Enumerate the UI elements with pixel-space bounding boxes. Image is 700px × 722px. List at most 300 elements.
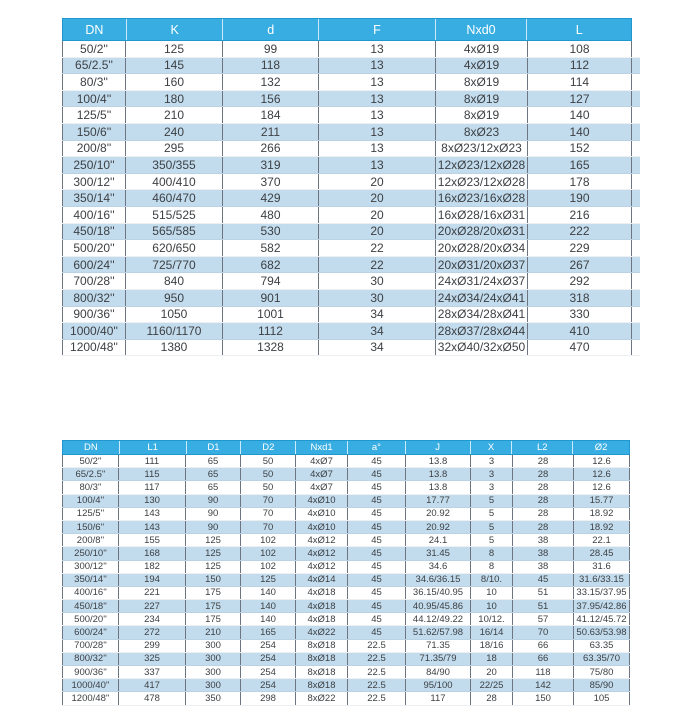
table-cell: 22.5 bbox=[347, 692, 405, 704]
table-cell: 63.35 bbox=[573, 640, 630, 652]
table-cell: 90 bbox=[185, 495, 240, 507]
column-header-1: L1 bbox=[119, 441, 186, 454]
table-cell: 8xØ19 bbox=[435, 74, 527, 90]
table-cell: 115 bbox=[118, 468, 185, 480]
table-cell: 4xØ12 bbox=[295, 547, 347, 559]
table-cell: 5 bbox=[470, 508, 512, 520]
table-cell: 45 bbox=[347, 561, 405, 573]
table-cell: 45 bbox=[347, 481, 405, 493]
table-cell: 300 bbox=[185, 640, 240, 652]
column-header-6: J bbox=[405, 441, 470, 454]
table-cell: 22.5 bbox=[347, 653, 405, 665]
table-row bbox=[62, 340, 640, 357]
table-cell: 16/14 bbox=[470, 626, 512, 638]
table-cell: 4xØ10 bbox=[295, 508, 347, 520]
table-cell: 22/25 bbox=[470, 679, 512, 691]
table-cell: 319 bbox=[222, 157, 318, 173]
table-cell: 20 bbox=[318, 174, 435, 190]
table-cell: 4xØ18 bbox=[295, 613, 347, 625]
table-row bbox=[62, 679, 630, 692]
table-row bbox=[62, 613, 630, 626]
table-cell: 152 bbox=[527, 141, 632, 157]
table-row bbox=[62, 290, 640, 307]
table-cell: 132 bbox=[222, 74, 318, 90]
column-header-4: Nxd1 bbox=[295, 441, 347, 454]
table-cell: 400/16'' bbox=[62, 587, 118, 599]
table-cell: 125/5'' bbox=[62, 508, 118, 520]
column-header-9: Ø2 bbox=[572, 441, 629, 454]
table-cell: 15.77 bbox=[573, 495, 630, 507]
table-cell: 700/28'' bbox=[62, 273, 125, 289]
table-cell: 210 bbox=[185, 626, 240, 638]
table-cell: 337 bbox=[118, 666, 185, 678]
table-cell: 28xØ34/28xØ41 bbox=[435, 307, 527, 323]
table-cell: 41.12/45.72 bbox=[573, 613, 630, 625]
table-cell: 12xØ23/12xØ28 bbox=[435, 157, 527, 173]
table-cell: 13 bbox=[318, 157, 435, 173]
table-cell: 150/6'' bbox=[62, 124, 125, 140]
table-cell: 20.92 bbox=[405, 521, 470, 533]
table-cell: 229 bbox=[527, 240, 632, 256]
table-cell: 500/20'' bbox=[62, 613, 118, 625]
table-row bbox=[62, 240, 640, 257]
column-header-8: L2 bbox=[511, 441, 572, 454]
table-row bbox=[62, 157, 640, 174]
table-row bbox=[62, 587, 630, 600]
table-cell: 16xØ23/16xØ28 bbox=[435, 190, 527, 206]
table-cell: 175 bbox=[185, 613, 240, 625]
table-cell: 22.1 bbox=[573, 534, 630, 546]
column-header-5: L bbox=[526, 19, 631, 40]
table-cell: 70 bbox=[240, 495, 295, 507]
table-cell: 4xØ12 bbox=[295, 534, 347, 546]
table-cell: 8 bbox=[470, 547, 512, 559]
table-cell: 13.8 bbox=[405, 455, 470, 467]
table-cell: 168 bbox=[118, 547, 185, 559]
table-cell: 300/12'' bbox=[62, 561, 118, 573]
table-row bbox=[62, 508, 630, 521]
table-cell: 90 bbox=[185, 508, 240, 520]
table-cell: 200/8'' bbox=[62, 141, 125, 157]
table-cell: 4xØ12 bbox=[295, 561, 347, 573]
table-cell: 5 bbox=[470, 521, 512, 533]
table-cell: 102 bbox=[240, 561, 295, 573]
table-cell: 250/10'' bbox=[62, 547, 118, 559]
table-cell: 100/4'' bbox=[62, 495, 118, 507]
table-cell: 66 bbox=[512, 640, 573, 652]
column-header-3: D2 bbox=[240, 441, 295, 454]
table-cell: 28xØ37/28xØ44 bbox=[435, 323, 527, 339]
table-cell: 478 bbox=[118, 692, 185, 704]
table-cell: 8 bbox=[470, 561, 512, 573]
flange-dimensions-table-bottom bbox=[62, 440, 630, 706]
table-cell: 500/20'' bbox=[62, 240, 125, 256]
table-cell: 36.15/40.95 bbox=[405, 587, 470, 599]
table-cell: 5 bbox=[470, 534, 512, 546]
table-cell: 111 bbox=[118, 455, 185, 467]
table-cell: 194 bbox=[118, 574, 185, 586]
table-cell: 13 bbox=[318, 41, 435, 57]
table-cell: 254 bbox=[240, 653, 295, 665]
table-cell: 22.5 bbox=[347, 679, 405, 691]
table-cell: 150 bbox=[185, 574, 240, 586]
table-cell: 38 bbox=[512, 547, 573, 559]
table-cell: 45 bbox=[347, 547, 405, 559]
table-cell: 65 bbox=[185, 468, 240, 480]
table-cell: 350/14'' bbox=[62, 574, 118, 586]
table-cell: 44.12/49.22 bbox=[405, 613, 470, 625]
table-cell: 90 bbox=[185, 521, 240, 533]
table-cell: 40.95/45.86 bbox=[405, 600, 470, 612]
table-cell: 1112 bbox=[222, 323, 318, 339]
table-cell: 32xØ40/32xØ50 bbox=[435, 340, 527, 356]
table-cell: 38 bbox=[512, 534, 573, 546]
table-cell: 156 bbox=[222, 91, 318, 107]
table-cell: 22.5 bbox=[347, 666, 405, 678]
table-row bbox=[62, 323, 640, 340]
table-cell: 450/18'' bbox=[62, 224, 125, 240]
table-cell: 17.77 bbox=[405, 495, 470, 507]
table-cell: 20xØ28/20xØ31 bbox=[435, 224, 527, 240]
table-cell: 114 bbox=[527, 74, 632, 90]
table-cell: 240 bbox=[125, 124, 222, 140]
table-cell: 50/2'' bbox=[62, 455, 118, 467]
table-cell: 470 bbox=[527, 340, 632, 356]
table-cell: 178 bbox=[527, 174, 632, 190]
column-header-2: d bbox=[222, 19, 318, 40]
table-cell: 22 bbox=[318, 240, 435, 256]
table-cell: 175 bbox=[185, 587, 240, 599]
table-cell: 8xØ19 bbox=[435, 91, 527, 107]
table-cell: 22 bbox=[318, 257, 435, 273]
table-cell: 222 bbox=[527, 224, 632, 240]
table-cell: 45 bbox=[347, 626, 405, 638]
table-cell: 8xØ18 bbox=[295, 666, 347, 678]
table-cell: 370 bbox=[222, 174, 318, 190]
table-cell: 71.35/79 bbox=[405, 653, 470, 665]
table-cell: 65 bbox=[185, 481, 240, 493]
table-cell: 24xØ34/24xØ41 bbox=[435, 290, 527, 306]
table-cell: 28 bbox=[512, 455, 573, 467]
column-header-1: K bbox=[126, 19, 223, 40]
table-cell: 118 bbox=[222, 58, 318, 74]
table-row bbox=[62, 41, 640, 58]
table-cell: 45 bbox=[347, 613, 405, 625]
table-cell: 13 bbox=[318, 74, 435, 90]
table-cell: 66 bbox=[512, 653, 573, 665]
table-cell: 70 bbox=[512, 626, 573, 638]
table-row bbox=[62, 626, 630, 639]
table-cell: 38 bbox=[512, 561, 573, 573]
table-cell: 794 bbox=[222, 273, 318, 289]
table-cell: 70 bbox=[240, 508, 295, 520]
table-cell: 13 bbox=[318, 124, 435, 140]
table-cell: 37.95/42.86 bbox=[573, 600, 630, 612]
table-cell: 34.6/36.15 bbox=[405, 574, 470, 586]
table-cell: 12.6 bbox=[573, 481, 630, 493]
table-cell: 450/18'' bbox=[62, 600, 118, 612]
table-cell: 140 bbox=[527, 107, 632, 123]
table-cell: 530 bbox=[222, 224, 318, 240]
table-cell: 165 bbox=[527, 157, 632, 173]
table-row bbox=[62, 124, 640, 141]
table-cell: 10/12. bbox=[470, 613, 512, 625]
table-cell: 31.6 bbox=[573, 561, 630, 573]
table-cell: 100/4'' bbox=[62, 91, 125, 107]
table-cell: 4xØ22 bbox=[295, 626, 347, 638]
header-row bbox=[62, 440, 630, 455]
table-cell: 30 bbox=[318, 290, 435, 306]
table-row bbox=[62, 692, 630, 705]
table-row bbox=[62, 468, 630, 481]
table-cell: 13 bbox=[318, 141, 435, 157]
table-cell: 95/100 bbox=[405, 679, 470, 691]
table-cell: 3 bbox=[470, 481, 512, 493]
table-cell: 80/3'' bbox=[62, 74, 125, 90]
table-cell: 84/90 bbox=[405, 666, 470, 678]
table-cell: 725/770 bbox=[125, 257, 222, 273]
table-cell: 45 bbox=[347, 534, 405, 546]
table-cell: 112 bbox=[527, 58, 632, 74]
table-cell: 417 bbox=[118, 679, 185, 691]
table-cell: 200/8'' bbox=[62, 534, 118, 546]
table-cell: 210 bbox=[125, 107, 222, 123]
table-cell: 99 bbox=[222, 41, 318, 57]
table-row bbox=[62, 666, 630, 679]
table-cell: 13.8 bbox=[405, 481, 470, 493]
table-cell: 350/355 bbox=[125, 157, 222, 173]
table-cell: 295 bbox=[125, 141, 222, 157]
table-cell: 400/410 bbox=[125, 174, 222, 190]
table-cell: 8xØ18 bbox=[295, 640, 347, 652]
table-cell: 30 bbox=[318, 273, 435, 289]
table-cell: 299 bbox=[118, 640, 185, 652]
column-header-3: F bbox=[318, 19, 435, 40]
table-cell: 18/16 bbox=[470, 640, 512, 652]
table-cell: 28 bbox=[512, 521, 573, 533]
table-cell: 180 bbox=[125, 91, 222, 107]
table-cell: 8xØ23/12xØ23 bbox=[435, 141, 527, 157]
table-row bbox=[62, 58, 640, 75]
flange-dimensions-table-top bbox=[62, 18, 640, 356]
table-row bbox=[62, 207, 640, 224]
column-header-4: Nxd0 bbox=[435, 19, 527, 40]
table-cell: 234 bbox=[118, 613, 185, 625]
table-cell: 65 bbox=[185, 455, 240, 467]
table-cell: 160 bbox=[125, 74, 222, 90]
table-cell: 20 bbox=[318, 224, 435, 240]
table-cell: 429 bbox=[222, 190, 318, 206]
table-cell: 102 bbox=[240, 534, 295, 546]
table-cell: 600/24'' bbox=[62, 626, 118, 638]
table-cell: 57 bbox=[512, 613, 573, 625]
table-cell: 300 bbox=[185, 679, 240, 691]
table-row bbox=[62, 174, 640, 191]
table-cell: 4xØ18 bbox=[295, 600, 347, 612]
table-cell: 108 bbox=[527, 41, 632, 57]
table-cell: 34.6 bbox=[405, 561, 470, 573]
table-cell: 118 bbox=[512, 666, 573, 678]
table-cell: 400/16'' bbox=[62, 207, 125, 223]
table-cell: 8xØ19 bbox=[435, 107, 527, 123]
table-cell: 50 bbox=[240, 468, 295, 480]
table-cell: 840 bbox=[125, 273, 222, 289]
table-cell: 75/80 bbox=[573, 666, 630, 678]
table-cell: 33.15/37.95 bbox=[573, 587, 630, 599]
table-cell: 85/90 bbox=[573, 679, 630, 691]
table-row bbox=[62, 455, 630, 468]
table-cell: 4xØ7 bbox=[295, 468, 347, 480]
table-cell: 12xØ23/12xØ28 bbox=[435, 174, 527, 190]
table-cell: 140 bbox=[240, 613, 295, 625]
table-cell: 950 bbox=[125, 290, 222, 306]
table-cell: 20xØ28/20xØ34 bbox=[435, 240, 527, 256]
table-cell: 410 bbox=[527, 323, 632, 339]
table-row bbox=[62, 257, 640, 274]
table-cell: 211 bbox=[222, 124, 318, 140]
table-cell: 1200/48'' bbox=[62, 692, 118, 704]
table-row bbox=[62, 600, 630, 613]
table-cell: 45 bbox=[512, 574, 573, 586]
table-cell: 10 bbox=[470, 587, 512, 599]
table-cell: 51.62/57.98 bbox=[405, 626, 470, 638]
table-cell: 105 bbox=[573, 692, 630, 704]
table-cell: 140 bbox=[240, 600, 295, 612]
table-row bbox=[62, 574, 630, 587]
table-cell: 50 bbox=[240, 481, 295, 493]
table-cell: 102 bbox=[240, 547, 295, 559]
table-cell: 292 bbox=[527, 273, 632, 289]
table-cell: 34 bbox=[318, 340, 435, 356]
table-cell: 250/10'' bbox=[62, 157, 125, 173]
table-row bbox=[62, 91, 640, 108]
table-cell: 1000/40'' bbox=[62, 679, 118, 691]
table-cell: 300 bbox=[185, 666, 240, 678]
table-row bbox=[62, 190, 640, 207]
table-cell: 1160/1170 bbox=[125, 323, 222, 339]
table-row bbox=[62, 521, 630, 534]
table-cell: 4xØ7 bbox=[295, 481, 347, 493]
table-cell: 184 bbox=[222, 107, 318, 123]
table-cell: 480 bbox=[222, 207, 318, 223]
table-cell: 10 bbox=[470, 600, 512, 612]
table-cell: 31.6/33.15 bbox=[573, 574, 630, 586]
table-row bbox=[62, 495, 630, 508]
table-cell: 8xØ18 bbox=[295, 679, 347, 691]
table-row bbox=[62, 640, 630, 653]
table-cell: 51 bbox=[512, 587, 573, 599]
table-row bbox=[62, 74, 640, 91]
table-cell: 142 bbox=[512, 679, 573, 691]
table-cell: 1328 bbox=[222, 340, 318, 356]
column-header-5: a° bbox=[347, 441, 405, 454]
table-cell: 1200/48'' bbox=[62, 340, 125, 356]
table-cell: 20 bbox=[318, 190, 435, 206]
table-cell: 50.63/53.98 bbox=[573, 626, 630, 638]
table-cell: 4xØ10 bbox=[295, 521, 347, 533]
table-cell: 190 bbox=[527, 190, 632, 206]
table-cell: 50 bbox=[240, 455, 295, 467]
table-cell: 34 bbox=[318, 323, 435, 339]
table-cell: 117 bbox=[118, 481, 185, 493]
table-cell: 143 bbox=[118, 521, 185, 533]
table-cell: 18.92 bbox=[573, 508, 630, 520]
table-cell: 45 bbox=[347, 574, 405, 586]
table-cell: 165 bbox=[240, 626, 295, 638]
table-cell: 18.92 bbox=[573, 521, 630, 533]
table-cell: 150 bbox=[512, 692, 573, 704]
table-cell: 45 bbox=[347, 521, 405, 533]
table-cell: 117 bbox=[405, 692, 470, 704]
table-cell: 267 bbox=[527, 257, 632, 273]
table-row bbox=[62, 547, 630, 560]
table-cell: 1050 bbox=[125, 307, 222, 323]
table-row bbox=[62, 481, 630, 494]
table-row bbox=[62, 653, 630, 666]
table-cell: 28 bbox=[512, 508, 573, 520]
table-cell: 16xØ28/16xØ31 bbox=[435, 207, 527, 223]
table-cell: 34 bbox=[318, 307, 435, 323]
table-cell: 130 bbox=[118, 495, 185, 507]
table-cell: 266 bbox=[222, 141, 318, 157]
table-cell: 22.5 bbox=[347, 640, 405, 652]
table-cell: 28.45 bbox=[573, 547, 630, 559]
table-cell: 28 bbox=[512, 495, 573, 507]
table-cell: 325 bbox=[118, 653, 185, 665]
table-cell: 125 bbox=[185, 561, 240, 573]
table-cell: 24.1 bbox=[405, 534, 470, 546]
table-cell: 182 bbox=[118, 561, 185, 573]
table-cell: 8xØ23 bbox=[435, 124, 527, 140]
table-cell: 900/36'' bbox=[62, 307, 125, 323]
table-cell: 12.6 bbox=[573, 468, 630, 480]
table-cell: 45 bbox=[347, 495, 405, 507]
header-row bbox=[62, 18, 632, 41]
table-cell: 600/24'' bbox=[62, 257, 125, 273]
table-cell: 582 bbox=[222, 240, 318, 256]
table-cell: 20.92 bbox=[405, 508, 470, 520]
table-cell: 4xØ7 bbox=[295, 455, 347, 467]
table-cell: 515/525 bbox=[125, 207, 222, 223]
table-cell: 45 bbox=[347, 587, 405, 599]
table-cell: 620/650 bbox=[125, 240, 222, 256]
table-cell: 50/2'' bbox=[62, 41, 125, 57]
table-cell: 125 bbox=[185, 534, 240, 546]
table-cell: 71.35 bbox=[405, 640, 470, 652]
table-cell: 13 bbox=[318, 107, 435, 123]
table-row bbox=[62, 141, 640, 158]
table-cell: 800/32'' bbox=[62, 290, 125, 306]
table-row bbox=[62, 224, 640, 241]
table-cell: 5 bbox=[470, 495, 512, 507]
table-cell: 18 bbox=[470, 653, 512, 665]
table-cell: 350 bbox=[185, 692, 240, 704]
table-cell: 12.6 bbox=[573, 455, 630, 467]
column-header-2: D1 bbox=[186, 441, 241, 454]
table-cell: 254 bbox=[240, 640, 295, 652]
table-cell: 65/2.5'' bbox=[62, 468, 118, 480]
table-cell: 31.45 bbox=[405, 547, 470, 559]
table-cell: 20 bbox=[318, 207, 435, 223]
table-cell: 8xØ18 bbox=[295, 653, 347, 665]
table-cell: 900/36'' bbox=[62, 666, 118, 678]
table-cell: 4xØ14 bbox=[295, 574, 347, 586]
table-row bbox=[62, 307, 640, 324]
table-cell: 298 bbox=[240, 692, 295, 704]
table-cell: 143 bbox=[118, 508, 185, 520]
table-cell: 28 bbox=[512, 468, 573, 480]
table-cell: 140 bbox=[527, 124, 632, 140]
